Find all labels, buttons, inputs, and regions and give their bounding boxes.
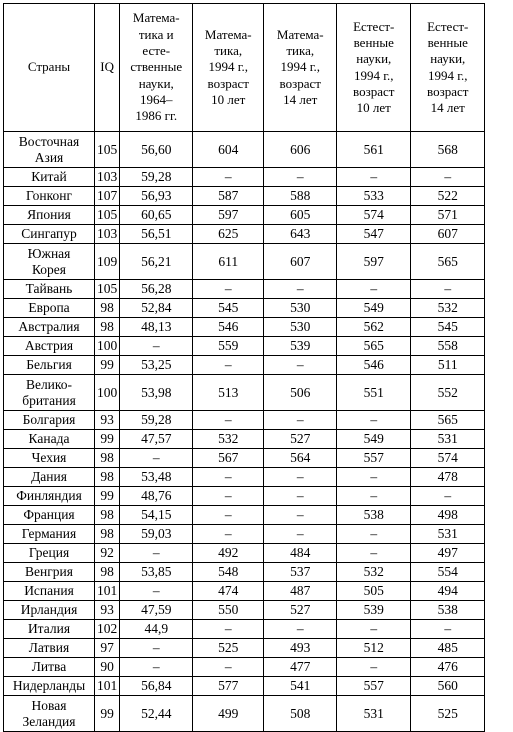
science-1994-age14-cell: 571 (411, 206, 485, 225)
table-row (4, 356, 485, 375)
math-science-1964-1986-cell: – (120, 658, 193, 677)
science-1994-age14-cell: – (411, 280, 485, 299)
iq-cell: 107 (95, 187, 120, 206)
math-1994-age10-cell: 492 (193, 544, 264, 563)
table-row (4, 187, 485, 206)
table-row (4, 244, 485, 280)
math-1994-age14-cell: 607 (264, 244, 337, 280)
math-science-1964-1986-cell: 56,21 (120, 244, 193, 280)
table-row (4, 168, 485, 187)
iq-cell: 99 (95, 356, 120, 375)
science-1994-age14-cell: 552 (411, 375, 485, 411)
table-row (4, 225, 485, 244)
science-1994-age14-cell: – (411, 168, 485, 187)
country-cell: Велико- британия (4, 375, 95, 411)
math-1994-age10-cell: 625 (193, 225, 264, 244)
iq-cell: 90 (95, 658, 120, 677)
math-1994-age10-cell: 587 (193, 187, 264, 206)
math-science-1964-1986-cell: 60,65 (120, 206, 193, 225)
science-1994-age14-cell: 494 (411, 582, 485, 601)
science-1994-age10-cell: – (337, 658, 411, 677)
header-science-1994-age14: Естест- венные науки, 1994 г., возраст 14 лет (411, 4, 485, 132)
math-1994-age10-cell: – (193, 411, 264, 430)
math-1994-age14-cell: 537 (264, 563, 337, 582)
table-row (4, 563, 485, 582)
iq-cell: 99 (95, 430, 120, 449)
country-cell: Австрия (4, 337, 95, 356)
math-1994-age10-cell: – (193, 168, 264, 187)
table-row (4, 411, 485, 430)
math-1994-age10-cell: 597 (193, 206, 264, 225)
table-row (4, 582, 485, 601)
math-science-1964-1986-cell: 47,59 (120, 601, 193, 620)
math-science-1964-1986-cell: 44,9 (120, 620, 193, 639)
science-1994-age14-cell: 478 (411, 468, 485, 487)
science-1994-age10-cell: 562 (337, 318, 411, 337)
science-1994-age10-cell: – (337, 468, 411, 487)
math-1994-age10-cell: 567 (193, 449, 264, 468)
iq-cell: 98 (95, 449, 120, 468)
science-1994-age10-cell: 512 (337, 639, 411, 658)
science-1994-age14-cell: – (411, 487, 485, 506)
math-1994-age10-cell: – (193, 468, 264, 487)
science-1994-age10-cell: – (337, 544, 411, 563)
country-cell: Чехия (4, 449, 95, 468)
math-science-1964-1986-cell: 59,28 (120, 411, 193, 430)
math-1994-age14-cell: 530 (264, 299, 337, 318)
science-1994-age14-cell: 568 (411, 132, 485, 168)
math-1994-age14-cell: 484 (264, 544, 337, 563)
math-science-1964-1986-cell: 53,85 (120, 563, 193, 582)
math-1994-age14-cell: 487 (264, 582, 337, 601)
country-cell: Дания (4, 468, 95, 487)
science-1994-age10-cell: 547 (337, 225, 411, 244)
header-science-1994-age10: Естест- венные науки, 1994 г., возраст 10 лет (337, 4, 411, 132)
science-1994-age10-cell: – (337, 411, 411, 430)
table-row (4, 318, 485, 337)
iq-cell: 97 (95, 639, 120, 658)
math-1994-age14-cell: – (264, 620, 337, 639)
table-row (4, 639, 485, 658)
country-cell: Ирландия (4, 601, 95, 620)
iq-cell: 98 (95, 563, 120, 582)
math-1994-age14-cell: 606 (264, 132, 337, 168)
math-science-1964-1986-cell: 59,28 (120, 168, 193, 187)
science-1994-age10-cell: 551 (337, 375, 411, 411)
math-1994-age10-cell: 532 (193, 430, 264, 449)
science-1994-age14-cell: 538 (411, 601, 485, 620)
math-1994-age14-cell: – (264, 356, 337, 375)
country-cell: Латвия (4, 639, 95, 658)
iq-cell: 93 (95, 601, 120, 620)
iq-cell: 98 (95, 468, 120, 487)
table-row (4, 487, 485, 506)
math-1994-age10-cell: 546 (193, 318, 264, 337)
header-math-1994-age14: Матема- тика, 1994 г., возраст 14 лет (264, 4, 337, 132)
science-1994-age10-cell: – (337, 280, 411, 299)
table-row (4, 525, 485, 544)
math-1994-age14-cell: 493 (264, 639, 337, 658)
science-1994-age14-cell: 531 (411, 430, 485, 449)
math-1994-age10-cell: – (193, 525, 264, 544)
math-science-1964-1986-cell: 56,28 (120, 280, 193, 299)
country-cell: Германия (4, 525, 95, 544)
country-cell: Тайвань (4, 280, 95, 299)
science-1994-age10-cell: 557 (337, 677, 411, 696)
math-science-1964-1986-cell: – (120, 582, 193, 601)
math-1994-age10-cell: 545 (193, 299, 264, 318)
country-cell: Франция (4, 506, 95, 525)
math-1994-age10-cell: – (193, 620, 264, 639)
science-1994-age14-cell: 522 (411, 187, 485, 206)
science-1994-age14-cell: 532 (411, 299, 485, 318)
math-1994-age14-cell: 506 (264, 375, 337, 411)
country-cell: Испания (4, 582, 95, 601)
header-iq: IQ (95, 4, 120, 132)
science-1994-age10-cell: 561 (337, 132, 411, 168)
iq-cell: 105 (95, 280, 120, 299)
iq-cell: 109 (95, 244, 120, 280)
iq-cell: 98 (95, 299, 120, 318)
math-1994-age14-cell: 508 (264, 696, 337, 732)
science-1994-age14-cell: 560 (411, 677, 485, 696)
science-1994-age10-cell: 531 (337, 696, 411, 732)
iq-cell: 98 (95, 318, 120, 337)
iq-cell: 102 (95, 620, 120, 639)
iq-cell: 105 (95, 132, 120, 168)
math-science-1964-1986-cell: 53,48 (120, 468, 193, 487)
math-1994-age10-cell: 559 (193, 337, 264, 356)
country-cell: Новая Зеландия (4, 696, 95, 732)
header-countries: Страны (4, 4, 95, 132)
science-1994-age14-cell: – (411, 620, 485, 639)
science-1994-age14-cell: 525 (411, 696, 485, 732)
table-row (4, 430, 485, 449)
science-1994-age10-cell: 557 (337, 449, 411, 468)
table-body (4, 132, 485, 732)
math-science-1964-1986-cell: 54,15 (120, 506, 193, 525)
table-row (4, 449, 485, 468)
math-1994-age14-cell: – (264, 411, 337, 430)
math-1994-age10-cell: 474 (193, 582, 264, 601)
math-1994-age10-cell: 611 (193, 244, 264, 280)
table-row (4, 677, 485, 696)
country-cell: Китай (4, 168, 95, 187)
science-1994-age14-cell: 531 (411, 525, 485, 544)
math-1994-age14-cell: – (264, 280, 337, 299)
math-science-1964-1986-cell: 59,03 (120, 525, 193, 544)
math-science-1964-1986-cell: – (120, 544, 193, 563)
science-1994-age10-cell: – (337, 168, 411, 187)
math-1994-age10-cell: 550 (193, 601, 264, 620)
math-1994-age10-cell: – (193, 487, 264, 506)
table-row (4, 375, 485, 411)
math-1994-age14-cell: 527 (264, 601, 337, 620)
country-cell: Греция (4, 544, 95, 563)
math-1994-age10-cell: – (193, 506, 264, 525)
science-1994-age14-cell: 565 (411, 411, 485, 430)
science-1994-age10-cell: 546 (337, 356, 411, 375)
country-cell: Венгрия (4, 563, 95, 582)
science-1994-age14-cell: 607 (411, 225, 485, 244)
math-science-1964-1986-cell: 53,98 (120, 375, 193, 411)
science-1994-age10-cell: 533 (337, 187, 411, 206)
math-science-1964-1986-cell: 47,57 (120, 430, 193, 449)
country-cell: Южная Корея (4, 244, 95, 280)
science-1994-age14-cell: 558 (411, 337, 485, 356)
science-1994-age14-cell: 554 (411, 563, 485, 582)
math-1994-age10-cell: 513 (193, 375, 264, 411)
iq-cell: 101 (95, 677, 120, 696)
data-table (3, 3, 485, 732)
science-1994-age14-cell: 574 (411, 449, 485, 468)
math-1994-age14-cell: 541 (264, 677, 337, 696)
math-science-1964-1986-cell: 52,44 (120, 696, 193, 732)
table-row (4, 620, 485, 639)
science-1994-age14-cell: 545 (411, 318, 485, 337)
iq-cell: 103 (95, 225, 120, 244)
header-row (4, 4, 485, 132)
math-1994-age14-cell: 530 (264, 318, 337, 337)
math-1994-age10-cell: – (193, 658, 264, 677)
table-row (4, 544, 485, 563)
science-1994-age10-cell: – (337, 487, 411, 506)
country-cell: Сингапур (4, 225, 95, 244)
header-math-1994-age10: Матема- тика, 1994 г., возраст 10 лет (193, 4, 264, 132)
math-science-1964-1986-cell: 48,76 (120, 487, 193, 506)
iq-cell: 105 (95, 206, 120, 225)
math-1994-age14-cell: 527 (264, 430, 337, 449)
math-science-1964-1986-cell: – (120, 639, 193, 658)
table-row (4, 132, 485, 168)
country-cell: Гонконг (4, 187, 95, 206)
math-science-1964-1986-cell: – (120, 449, 193, 468)
science-1994-age14-cell: 497 (411, 544, 485, 563)
table-row (4, 206, 485, 225)
science-1994-age10-cell: 574 (337, 206, 411, 225)
country-cell: Литва (4, 658, 95, 677)
country-cell: Восточная Азия (4, 132, 95, 168)
math-1994-age14-cell: – (264, 525, 337, 544)
table-row (4, 468, 485, 487)
country-cell: Финляндия (4, 487, 95, 506)
math-1994-age10-cell: 525 (193, 639, 264, 658)
country-cell: Италия (4, 620, 95, 639)
science-1994-age10-cell: – (337, 620, 411, 639)
math-1994-age10-cell: – (193, 356, 264, 375)
iq-cell: 92 (95, 544, 120, 563)
country-cell: Болгария (4, 411, 95, 430)
math-science-1964-1986-cell: 48,13 (120, 318, 193, 337)
science-1994-age14-cell: 565 (411, 244, 485, 280)
science-1994-age10-cell: 538 (337, 506, 411, 525)
math-1994-age14-cell: – (264, 468, 337, 487)
iq-cell: 101 (95, 582, 120, 601)
science-1994-age10-cell: 505 (337, 582, 411, 601)
math-science-1964-1986-cell: 53,25 (120, 356, 193, 375)
country-cell: Европа (4, 299, 95, 318)
math-1994-age14-cell: – (264, 487, 337, 506)
math-science-1964-1986-cell: 56,51 (120, 225, 193, 244)
science-1994-age10-cell: 539 (337, 601, 411, 620)
header-math-science-1964-1986: Матема- тика и есте- ственные науки, 1964– 1986 гг. (120, 4, 193, 132)
math-science-1964-1986-cell: 56,60 (120, 132, 193, 168)
math-1994-age14-cell: 539 (264, 337, 337, 356)
math-1994-age10-cell: – (193, 280, 264, 299)
math-1994-age14-cell: 477 (264, 658, 337, 677)
math-science-1964-1986-cell: 52,84 (120, 299, 193, 318)
table-row (4, 601, 485, 620)
table-row (4, 299, 485, 318)
table-row (4, 506, 485, 525)
country-cell: Бельгия (4, 356, 95, 375)
math-science-1964-1986-cell: 56,84 (120, 677, 193, 696)
math-science-1964-1986-cell: 56,93 (120, 187, 193, 206)
math-1994-age14-cell: – (264, 168, 337, 187)
iq-cell: 103 (95, 168, 120, 187)
science-1994-age10-cell: – (337, 525, 411, 544)
science-1994-age10-cell: 597 (337, 244, 411, 280)
iq-cell: 99 (95, 696, 120, 732)
math-1994-age14-cell: 588 (264, 187, 337, 206)
science-1994-age10-cell: 549 (337, 430, 411, 449)
iq-cell: 98 (95, 506, 120, 525)
science-1994-age14-cell: 476 (411, 658, 485, 677)
math-1994-age10-cell: 548 (193, 563, 264, 582)
iq-cell: 100 (95, 375, 120, 411)
science-1994-age10-cell: 532 (337, 563, 411, 582)
science-1994-age14-cell: 485 (411, 639, 485, 658)
iq-cell: 93 (95, 411, 120, 430)
math-science-1964-1986-cell: – (120, 337, 193, 356)
table-row (4, 337, 485, 356)
math-1994-age14-cell: 643 (264, 225, 337, 244)
science-1994-age14-cell: 498 (411, 506, 485, 525)
iq-cell: 100 (95, 337, 120, 356)
science-1994-age10-cell: 565 (337, 337, 411, 356)
iq-cell: 99 (95, 487, 120, 506)
iq-cell: 98 (95, 525, 120, 544)
country-cell: Япония (4, 206, 95, 225)
science-1994-age10-cell: 549 (337, 299, 411, 318)
math-1994-age14-cell: 605 (264, 206, 337, 225)
country-cell: Австралия (4, 318, 95, 337)
math-1994-age10-cell: 577 (193, 677, 264, 696)
science-1994-age14-cell: 511 (411, 356, 485, 375)
math-1994-age10-cell: 499 (193, 696, 264, 732)
country-cell: Канада (4, 430, 95, 449)
math-1994-age10-cell: 604 (193, 132, 264, 168)
table-row (4, 696, 485, 732)
country-cell: Нидерланды (4, 677, 95, 696)
math-1994-age14-cell: 564 (264, 449, 337, 468)
math-1994-age14-cell: – (264, 506, 337, 525)
table-row (4, 658, 485, 677)
table-row (4, 280, 485, 299)
